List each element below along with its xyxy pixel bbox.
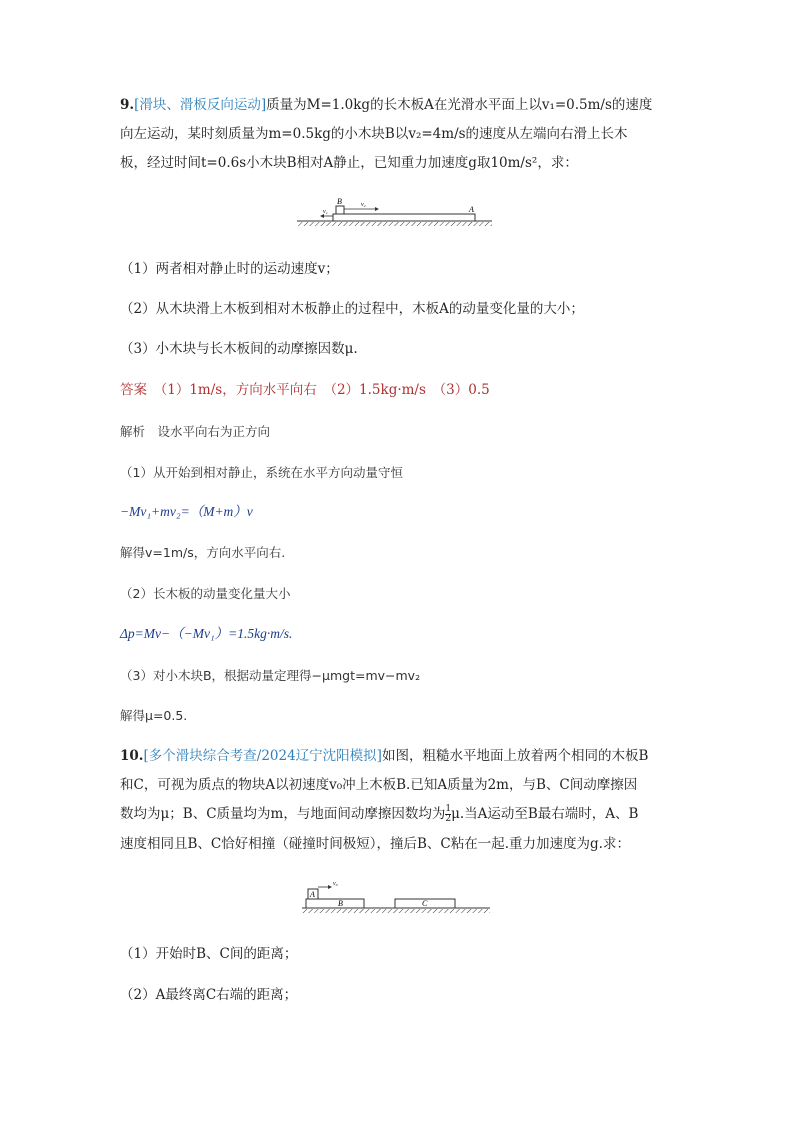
q9-text-1: 质量为M=1.0kg的长木板A在光滑水平面上以v₁=0.5m/s的速度	[266, 97, 653, 113]
q9-sub-2: （2）从木块滑上木板到相对木板静止的过程中，木板A的动量变化量的大小；	[120, 301, 584, 317]
q9-result-3: 解得μ=0.5.	[120, 708, 188, 723]
q10-label-a: A	[310, 890, 315, 899]
q9-label-b: B	[337, 197, 342, 206]
q9-label-v2: v₂	[361, 202, 366, 208]
q9-analysis-1: （1）从开始到相对静止，系统在水平方向动量守恒	[120, 465, 403, 480]
q9-diagram	[295, 195, 500, 229]
q9-ground-hatch	[297, 222, 492, 226]
q9-analysis	[120, 422, 270, 442]
q10-text-3b: μ.当A运动至B最右端时，A、B	[451, 806, 639, 822]
q9-result-1: 解得v=1m/s，方向水平向右.	[120, 545, 286, 560]
q9-block-b	[336, 206, 344, 214]
q9-analysis-intro: 设水平向右为正方向	[157, 424, 271, 439]
q10-number: 10.	[120, 748, 144, 764]
q10-label-v0: v₀	[333, 881, 338, 887]
q9-answer	[120, 380, 490, 400]
q9-analysis-2: （2）长木板的动量变化量大小	[120, 586, 291, 601]
q10-sub-1: （1）开始时B、C间的距离；	[120, 946, 298, 962]
q9-answer-label: 答案	[120, 382, 147, 398]
q10-text-4: 速度相同且B、C恰好相撞（碰撞时间极短），撞后B、C粘在一起.重力加速度为g.求：	[120, 836, 630, 852]
q10-line-3	[120, 804, 638, 824]
q9-text-3: 板，经过时间t=0.6s小木块B相对A静止，已知重力加速度g取10m/s²，求：	[120, 155, 578, 171]
q10-sub-2: （2）A最终离C右端的距离；	[120, 987, 298, 1003]
q9-line-1	[120, 95, 652, 115]
q10-text-1: 如图，粗糙水平地面上放着两个相同的木板B	[381, 748, 649, 764]
q9-board-a	[333, 214, 475, 221]
q10-diagram	[300, 876, 495, 916]
q9-analysis-3: （3）对小木块B，根据动量定理得−μmgt=mv−mv₂	[120, 668, 421, 683]
q9-equation-1: −Mv₁+mv₂=（M+m）v	[120, 504, 253, 519]
q9-sub-3: （3）小木块与长木板间的动摩擦因数μ.	[120, 341, 358, 357]
q10-board-b	[306, 899, 364, 908]
q9-label-v1: v₁	[323, 209, 328, 215]
q9-number: 9.	[120, 97, 135, 113]
q9-sub-1: （1）两者相对静止时的运动速度v；	[120, 261, 339, 277]
q10-tag[interactable]: [多个滑块综合考查/2024辽宁沈阳模拟]	[143, 748, 382, 764]
q10-fraction-den: 2	[445, 814, 452, 824]
q10-label-b: B	[338, 899, 343, 908]
q9-label-a: A	[469, 205, 474, 214]
q9-tag[interactable]: [滑块、滑板反向运动]	[134, 97, 267, 113]
q9-answer-text: （1）1m/s，方向水平向右 （2）1.5kg·m/s （3）0.5	[160, 382, 490, 398]
q9-analysis-label: 解析	[120, 424, 146, 439]
q9-text-2: 向左运动，某时刻质量为m=0.5kg的小木块B以v₂=4m/s的速度从左端向右滑上长木	[120, 126, 628, 142]
q9-equation-2: Δp=Mv−（−Mv₁）=1.5kg·m/s.	[120, 626, 293, 641]
q10-line-1	[120, 746, 648, 766]
q10-fraction-num: 1	[445, 804, 452, 814]
q10-text-3a: 数均为μ；B、C质量均为m，与地面间动摩擦因数均为	[120, 806, 446, 822]
q10-text-2: 和C，可视为质点的物块A以初速度v₀冲上木板B.已知A质量为2m，与B、C间动摩擦因	[120, 777, 638, 793]
q10-label-c: C	[422, 899, 428, 908]
q10-ground-hatch	[302, 909, 490, 913]
